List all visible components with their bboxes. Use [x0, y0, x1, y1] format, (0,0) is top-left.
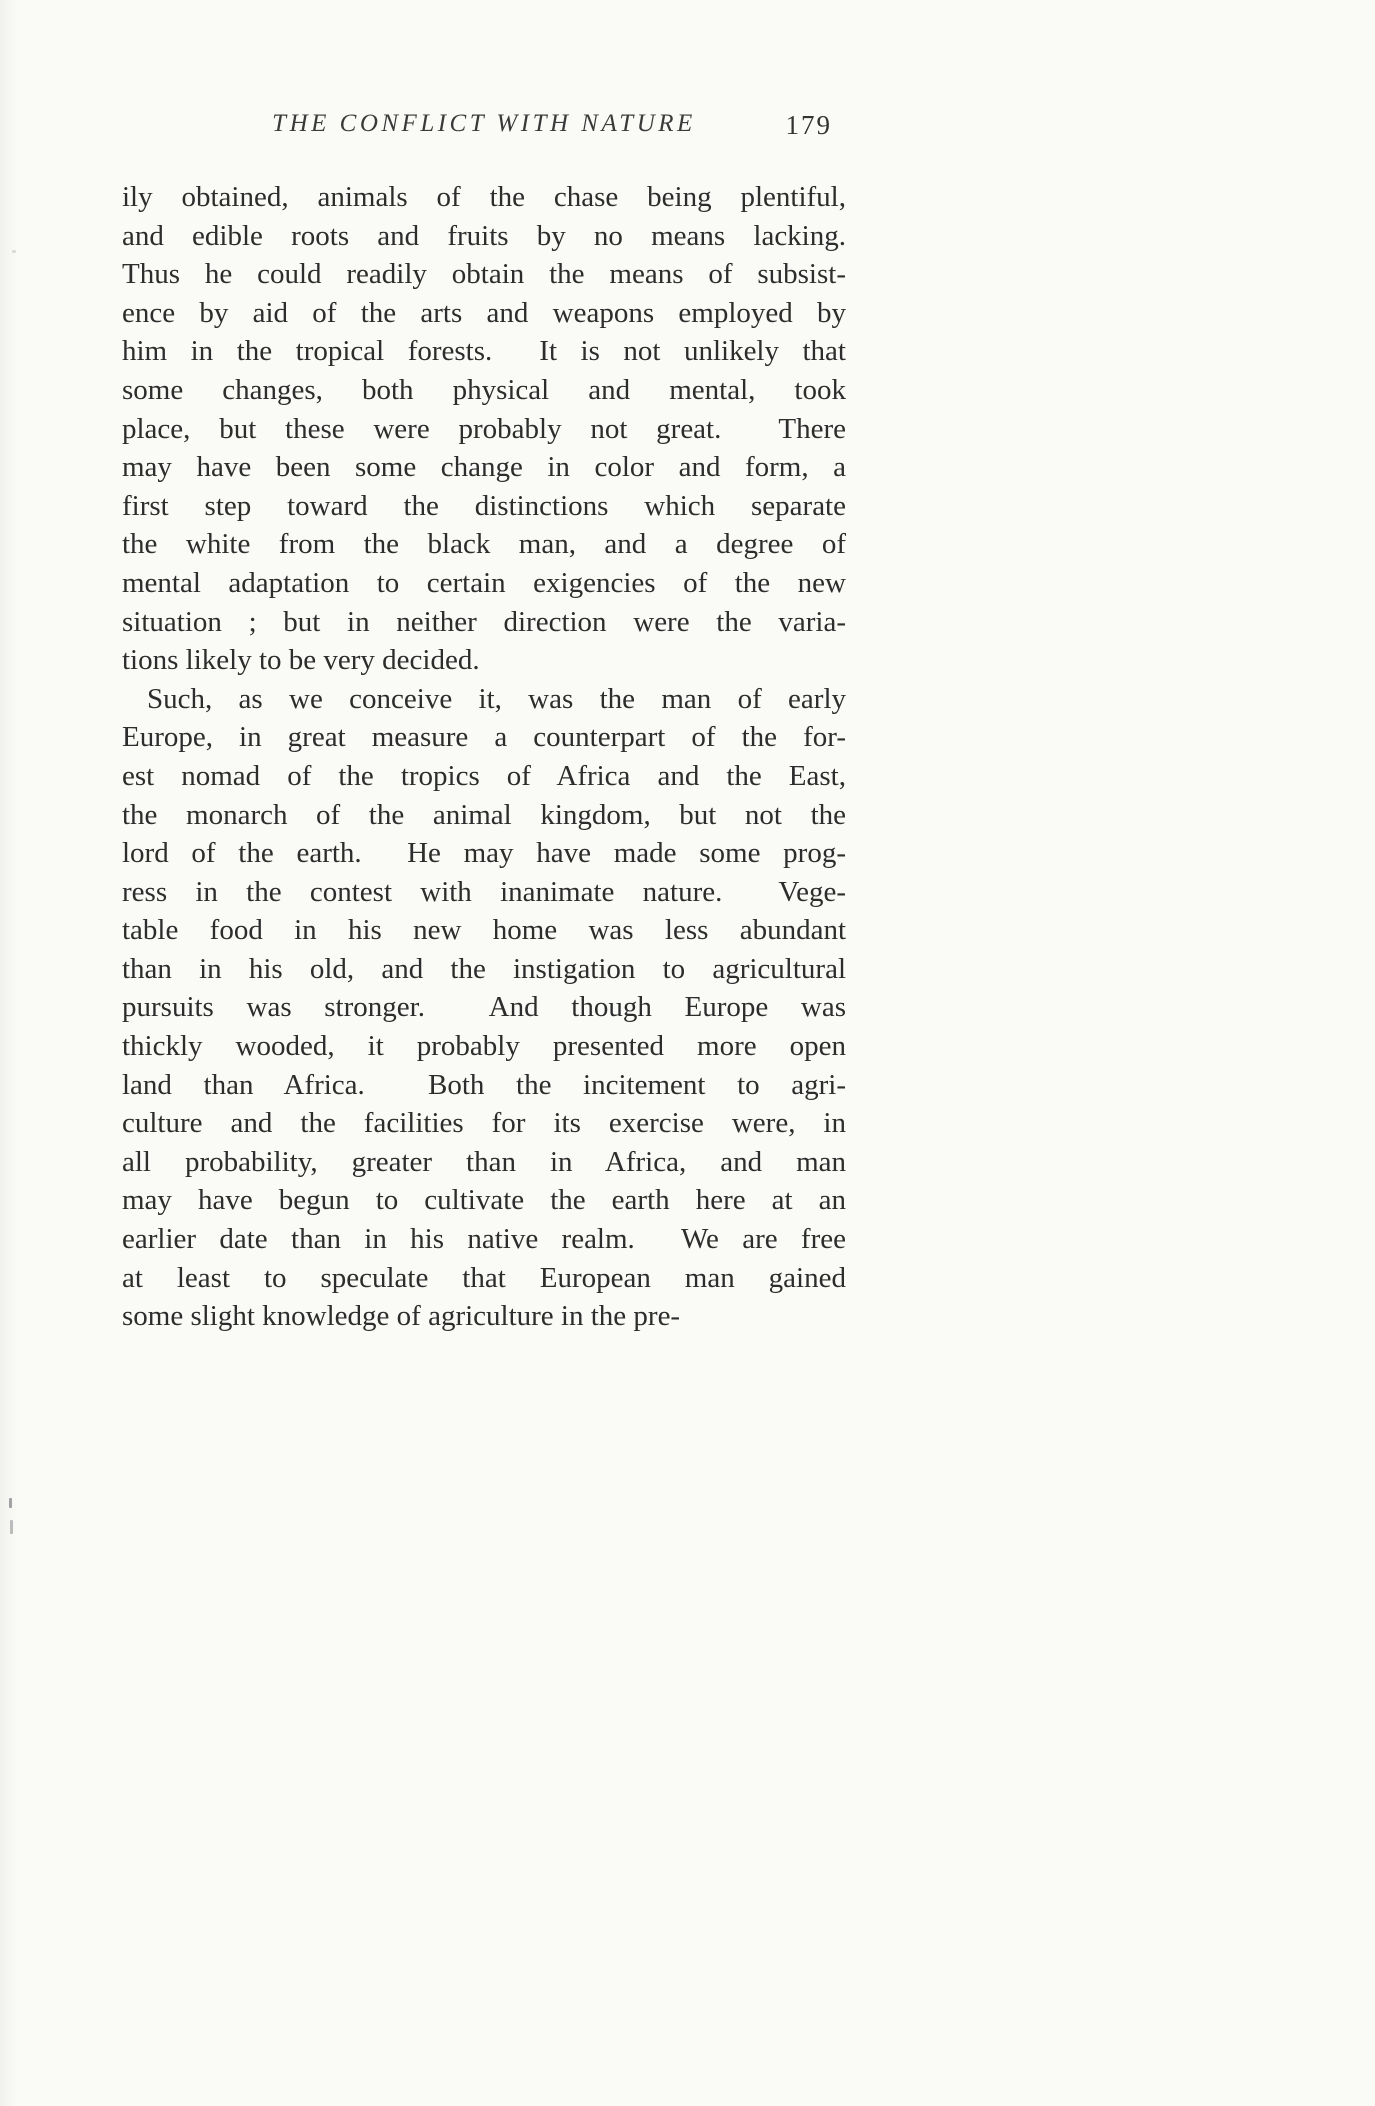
text-line: the white from the black man, and a degree of	[122, 528, 846, 561]
text-line: Europe, in great measure a counterpart of the for-	[122, 721, 846, 754]
text-line: culture and the facilities for its exercise were, in	[122, 1107, 846, 1140]
text-line: ence by aid of the arts and weapons employed by	[122, 296, 846, 329]
text-line: all probability, greater than in Africa, and man	[122, 1145, 846, 1178]
text-line: some changes, both physical and mental, took	[122, 373, 846, 406]
text-line: than in his old, and the instigation to agricultural	[122, 952, 846, 985]
text-line: land than Africa. Both the incitement to agri-	[122, 1068, 846, 1101]
text-block	[122, 178, 846, 1336]
scan-artifact	[10, 1520, 13, 1534]
text-line: and edible roots and fruits by no means lacking.	[122, 219, 846, 252]
text-line: ily obtained, animals of the chase being plentiful,	[122, 181, 846, 213]
paragraph	[122, 178, 846, 680]
text-line: est nomad of the tropics of Africa and the East,	[122, 759, 846, 792]
text-line: earlier date than in his native realm. We are free	[122, 1223, 846, 1256]
text-line: ress in the contest with inanimate nature. Vege-	[122, 875, 846, 908]
text-line: some slight knowledge of agriculture in the pre-	[122, 1300, 681, 1333]
text-line: may have begun to cultivate the earth here at an	[122, 1184, 846, 1217]
page-content	[122, 110, 846, 1336]
text-line: situation ; but in neither direction were the varia-	[122, 605, 846, 638]
text-line: may have been some change in color and form, a	[122, 451, 846, 484]
text-line: mental adaptation to certain exigencies of the new	[122, 566, 846, 599]
text-line: the monarch of the animal kingdom, but not the	[122, 798, 846, 831]
text-line: at least to speculate that European man gained	[122, 1261, 846, 1294]
scan-artifact	[12, 250, 16, 253]
page-number: 179	[785, 110, 832, 140]
text-line: table food in his new home was less abundant	[122, 914, 846, 947]
text-line: place, but these were probably not great. There	[122, 412, 846, 445]
running-title: THE CONFLICT WITH NATURE	[272, 110, 696, 137]
paragraph	[122, 680, 846, 1336]
scan-artifact	[9, 1498, 12, 1508]
text-line: Such, as we conceive it, was the man of early	[147, 682, 846, 715]
text-line: him in the tropical forests. It is not unlikely that	[122, 335, 846, 368]
text-line: Thus he could readily obtain the means of subsist-	[122, 258, 846, 291]
page-header	[122, 110, 846, 144]
text-line: tions likely to be very decided.	[122, 644, 480, 677]
text-line: pursuits was stronger. And though Europe was	[122, 991, 846, 1024]
text-line: first step toward the distinctions which separate	[122, 489, 846, 522]
text-line: thickly wooded, it probably presented more open	[122, 1030, 846, 1063]
text-line: lord of the earth. He may have made some prog-	[122, 837, 846, 870]
